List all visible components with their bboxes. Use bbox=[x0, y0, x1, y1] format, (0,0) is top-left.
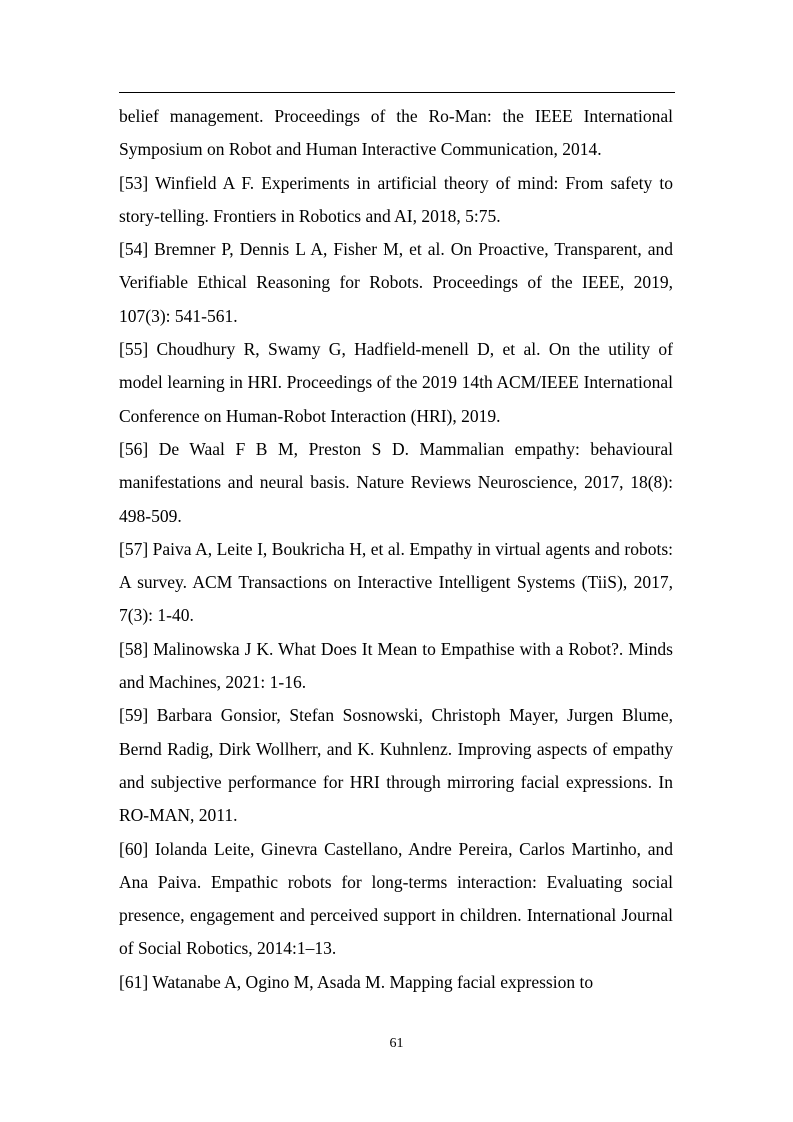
reference-58: [58] Malinowska J K. What Does It Mean to Empathise with a Robot?. Minds and Machines, 2021: 1-16. bbox=[119, 638, 673, 693]
reference-53: [53] Winfield A F. Experiments in artificial theory of mind: From safety to story-telling. Frontiers in Robotics and AI, 2018, 5:75. bbox=[119, 172, 673, 226]
reference-continuation: belief management. Proceedings of the Ro-Man: the IEEE International Symposium on Robot and Human Interactive Communication, 2014. bbox=[119, 106, 673, 160]
page-number: 61 bbox=[389, 1036, 404, 1051]
reference-55: [55] Choudhury R, Swamy G, Hadfield-menell D, et al. On the utility of model learning in HRI. Proceedings of the 2019 14th ACM/IEEE International Conference on Human-Robot Interaction (HRI), 2019. bbox=[119, 339, 673, 426]
reference-56: [56] De Waal F B M, Preston S D. Mammalian empathy: behavioural manifestations and neural basis. Nature Reviews Neuroscience, 2017, 18(8): 498-509. bbox=[119, 438, 673, 526]
reference-60: [60] Iolanda Leite, Ginevra Castellano, Andre Pereira, Carlos Martinho, and Ana Paiva. Empathic robots for long-terms interaction: Evaluating social presence, engagement and perceived support in children. International Journal of Social Robotics, 2014:1–13. bbox=[119, 838, 673, 959]
reference-list bbox=[119, 100, 673, 999]
reference-54: [54] Bremner P, Dennis L A, Fisher M, et al. On Proactive, Transparent, and Verifiable Ethical Reasoning for Robots. Proceedings of the IEEE, 2019, 107(3): 541-561. bbox=[119, 239, 673, 326]
reference-59: [59] Barbara Gonsior, Stefan Sosnowski, Christoph Mayer, Jurgen Blume, Bernd Radig, Dirk Wollherr, and K. Kuhnlenz. Improving aspects of empathy and subjective performance for HRI through mirroring facial expressions. In RO-MAN, 2011. bbox=[119, 705, 673, 826]
header-rule bbox=[119, 92, 675, 93]
reference-61: [61] Watanabe A, Ogino M, Asada M. Mapping facial expression to bbox=[119, 971, 594, 992]
reference-57: [57] Paiva A, Leite I, Boukricha H, et al. Empathy in virtual agents and robots: A survey. ACM Transactions on Interactive Intelligent Systems (TiiS), 2017, 7(3): 1-40. bbox=[119, 538, 673, 626]
